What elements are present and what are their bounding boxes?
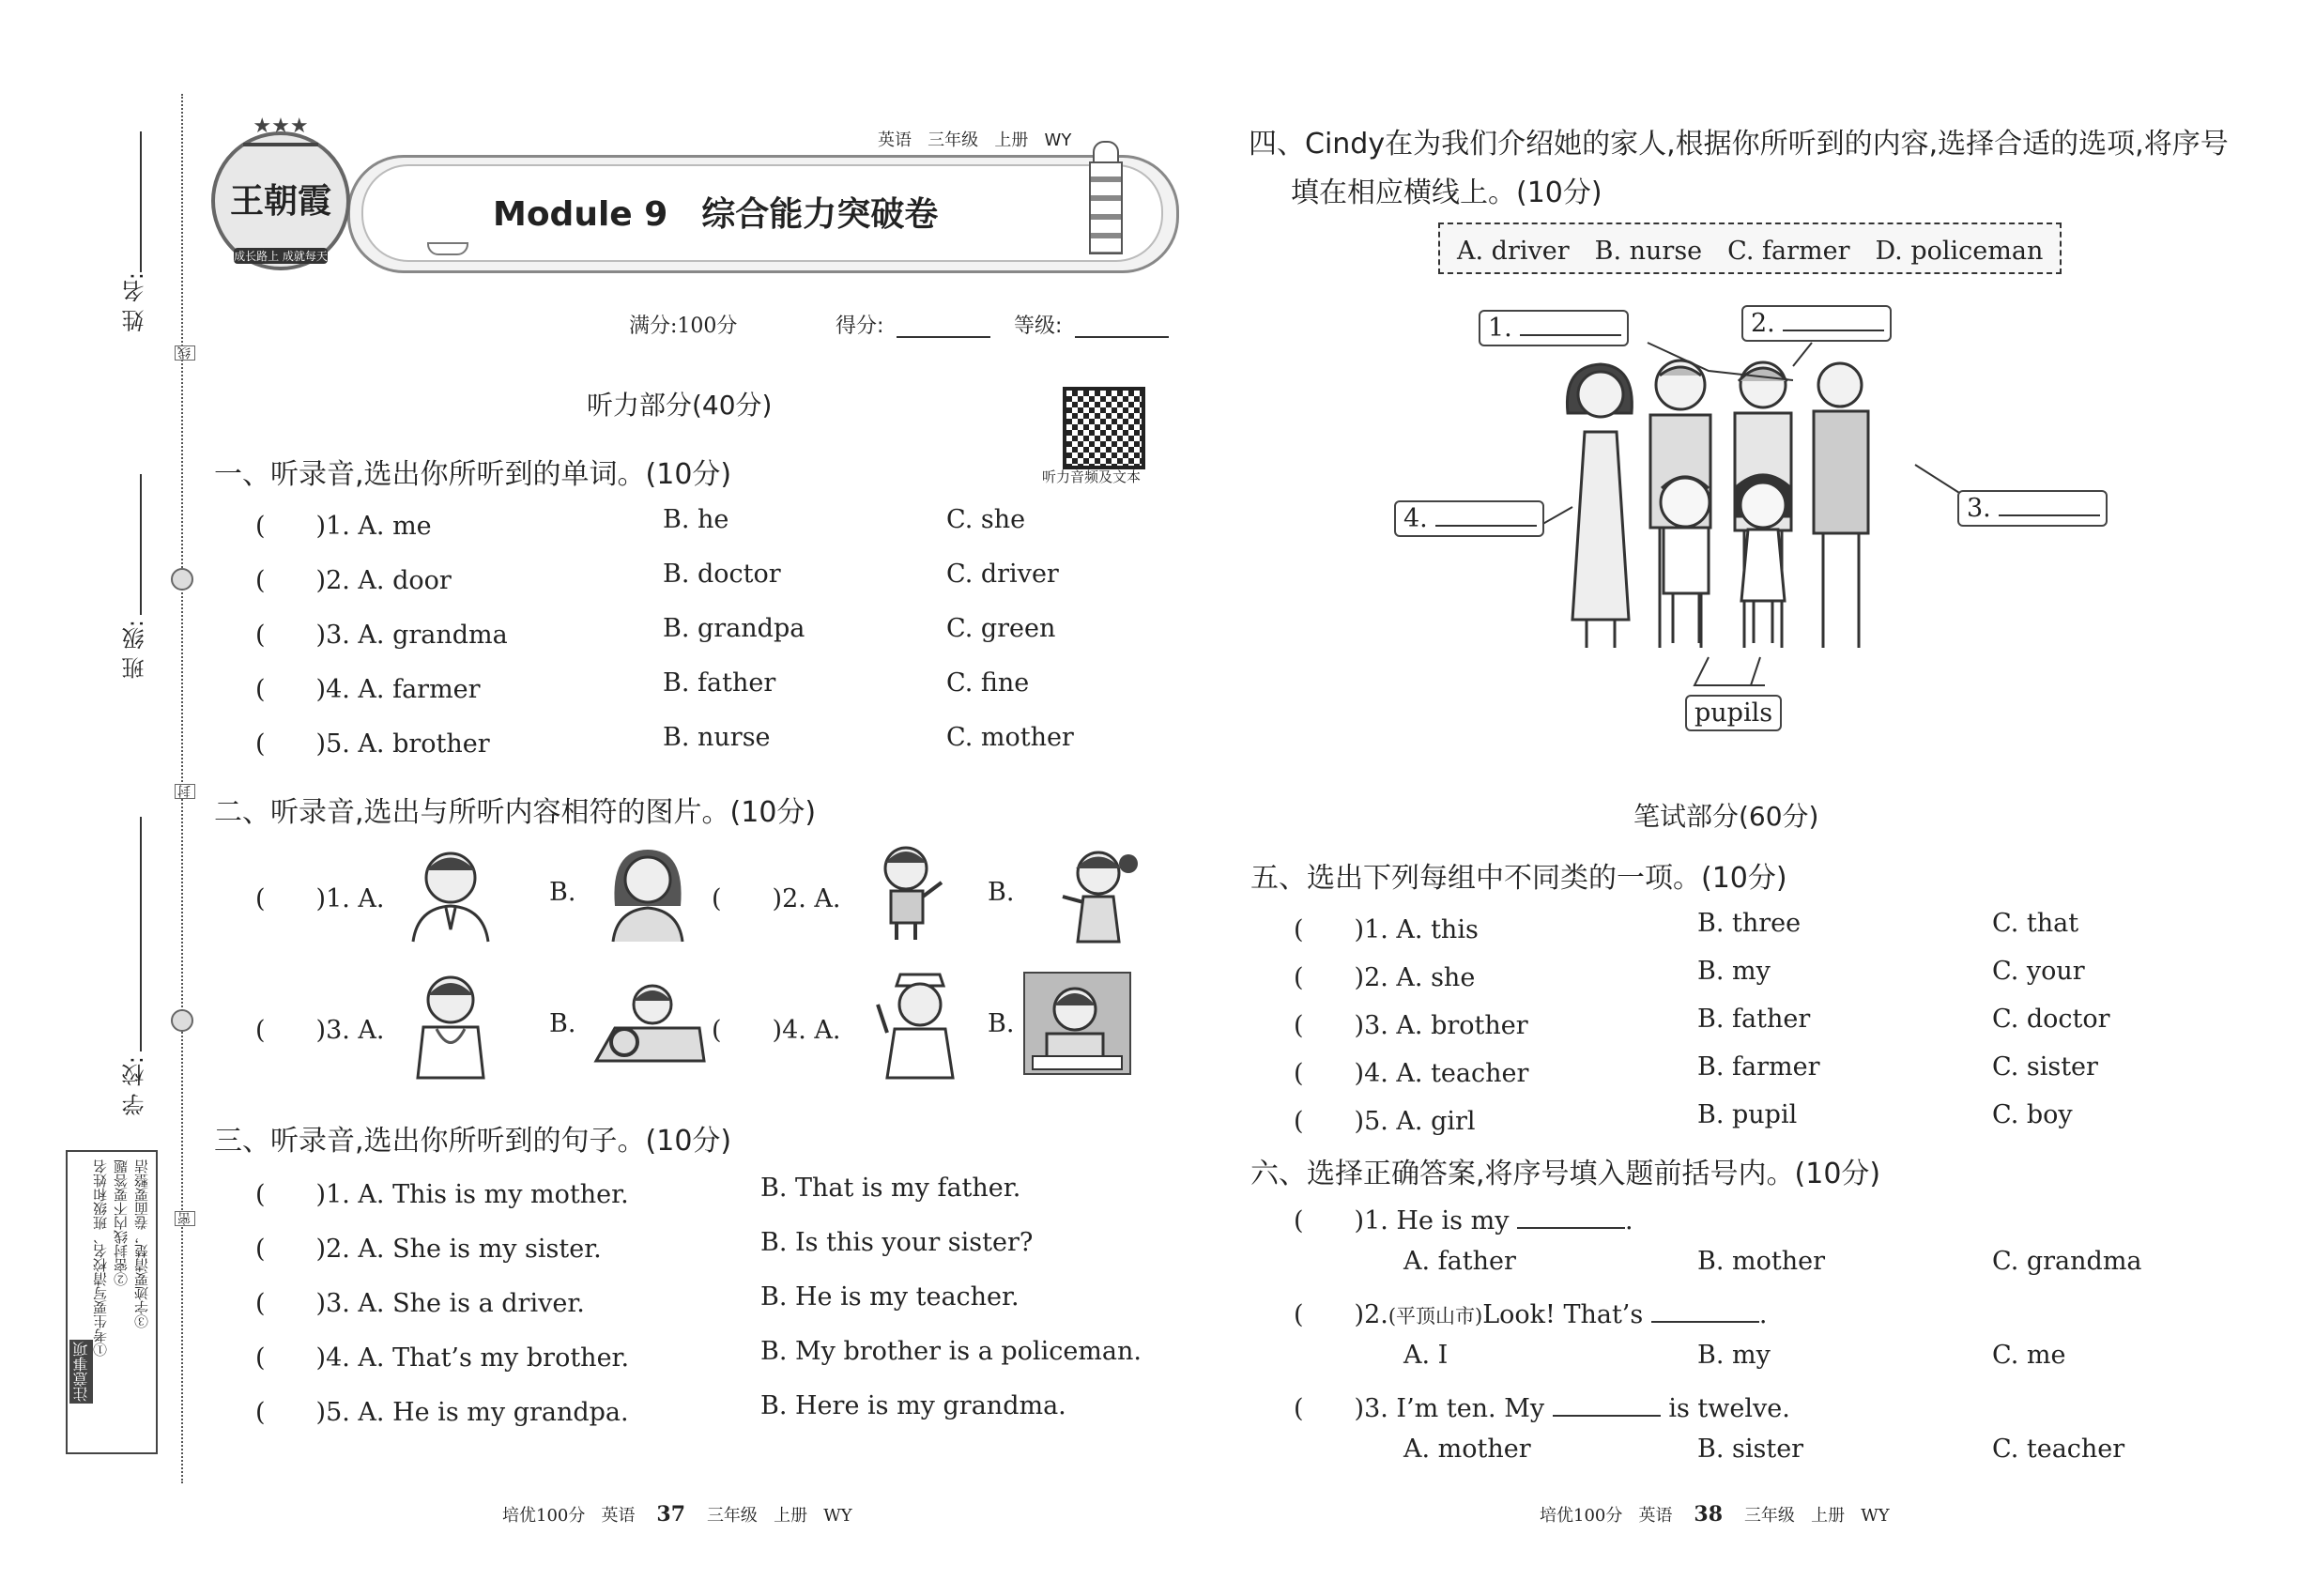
section6-title: 六、选择正确答案,将序号填入题前括号内。(10分): [1250, 1158, 1881, 1190]
score-blank[interactable]: [897, 336, 990, 338]
odd-one-option-c: C. sister: [1992, 1052, 2098, 1082]
school-line: [140, 817, 142, 1051]
header-tags: [878, 127, 1071, 151]
sentence-option-b: B. That is my father.: [760, 1174, 1021, 1203]
word-question[interactable]: ( )3. A. grandma: [255, 621, 508, 650]
s6-q1-opt-c: C. grandma: [1992, 1247, 2142, 1276]
girl-picture: [1051, 840, 1145, 944]
odd-one-question[interactable]: ( )5. A. girl: [1294, 1107, 1476, 1136]
grade-blank[interactable]: [1075, 336, 1169, 338]
odd-one-option-c: C. boy: [1992, 1100, 2073, 1129]
family-label-3[interactable]: [1957, 490, 2108, 527]
section4-title: 四、Cindy在为我们介绍她的家人,根据你所听到的内容,选择合适的选项,将序号: [1249, 128, 2229, 161]
driver-picture: [587, 976, 709, 1080]
label-3-number: 3.: [1967, 494, 1991, 523]
full-score: 满分:100分: [629, 315, 738, 338]
s2-q4-b: B.: [988, 1009, 1015, 1038]
notice-1: ①考生要写清校名、班级和姓名: [92, 1159, 109, 1357]
footer-right-edition: WY: [1861, 1506, 1890, 1526]
section5-title: 五、选出下列每组中不同类的一项。(10分): [1250, 862, 1787, 895]
doctor-picture: [399, 967, 502, 1080]
footer-left-edition: WY: [823, 1506, 852, 1526]
s6-q3-text: ( )3. I’m ten. My: [1294, 1394, 1545, 1423]
odd-one-question[interactable]: ( )1. A. this: [1294, 915, 1479, 944]
page-number-right: 38: [1694, 1502, 1724, 1527]
odd-one-option-b: B. father: [1697, 1005, 1811, 1034]
section1-title: 一、听录音,选出你所听到的单词。(10分): [214, 458, 732, 491]
word-option-c: C. driver: [946, 560, 1059, 589]
word-option-c: C. she: [946, 505, 1026, 534]
s2-q2[interactable]: ( )2. A.: [712, 884, 841, 913]
notice-2: ②密封线内不要答题: [113, 1159, 130, 1286]
boat-icon: [427, 242, 468, 255]
odd-one-question[interactable]: ( )2. A. she: [1294, 963, 1476, 992]
odd-one-option-c: C. your: [1992, 957, 2085, 986]
pupils-label: pupils: [1685, 695, 1782, 731]
logo-tagline-2: 成就每天: [282, 250, 328, 263]
footer-left-grade: 三年级: [706, 1506, 758, 1526]
logo-text: 王朝霞: [229, 181, 331, 221]
section2-title: 二、听录音,选出与所听内容相符的图片。(10分): [214, 796, 817, 829]
word-option-b: B. he: [663, 505, 729, 534]
class-line: [140, 474, 142, 615]
section4-title-2: 填在相应横线上。(10分): [1291, 176, 1602, 209]
section3-title: 三、听录音,选出你所听到的句子。(10分): [214, 1125, 732, 1158]
s2-q1[interactable]: ( )1. A.: [255, 884, 385, 913]
nurse-picture: [868, 967, 972, 1080]
sentence-question[interactable]: ( )5. A. He is my grandpa.: [255, 1398, 629, 1427]
sentence-question[interactable]: ( )1. A. This is my mother.: [255, 1180, 629, 1209]
s2-q1-b: B.: [549, 878, 576, 907]
footer-left-subject: 英语: [601, 1506, 636, 1526]
word-option-c: C. green: [946, 614, 1056, 643]
boy-picture: [868, 840, 953, 944]
label-2-blank[interactable]: [1783, 330, 1884, 331]
lighthouse-top: [1093, 141, 1119, 163]
sentence-question[interactable]: ( )4. A. That’s my brother.: [255, 1343, 630, 1373]
s6-q1-blank[interactable]: [1517, 1227, 1625, 1229]
logo-crown-icon: ★★★: [243, 115, 318, 146]
options-box: A. driver B. nurse C. farmer D. policeman: [1438, 223, 2062, 274]
notice-title: 注意事项: [69, 1340, 93, 1404]
odd-one-option-b: B. farmer: [1697, 1052, 1820, 1082]
word-question[interactable]: ( )5. A. brother: [255, 729, 490, 759]
name-line: [140, 131, 142, 272]
s6-q2-opt-b: B. my: [1697, 1341, 1771, 1370]
qr-caption: 听力音频及文本: [1042, 468, 1142, 485]
word-option-b: B. grandpa: [663, 614, 805, 643]
footer-right-brand: 培优100分: [1540, 1506, 1623, 1526]
teacher-picture: [1023, 972, 1131, 1075]
binding-strip: [56, 94, 192, 1502]
class-label: 班 级:: [122, 620, 148, 680]
logo-tagline: [234, 248, 328, 264]
tag-term: 上册: [994, 130, 1029, 150]
odd-one-option-c: C. doctor: [1992, 1005, 2110, 1034]
s2-q4[interactable]: ( )4. A.: [712, 1016, 841, 1045]
word-question[interactable]: ( )1. A. me: [255, 512, 432, 541]
word-question[interactable]: ( )4. A. farmer: [255, 675, 481, 704]
s6-q1[interactable]: [1294, 1200, 1633, 1236]
odd-one-question[interactable]: ( )4. A. teacher: [1294, 1059, 1529, 1088]
school-label: 学 校:: [122, 1056, 148, 1116]
s2-q3-b: B.: [549, 1009, 576, 1038]
odd-one-option-b: B. my: [1697, 957, 1771, 986]
writing-title: 笔试部分(60分): [1633, 801, 1819, 832]
tag-subject: 英语: [878, 130, 912, 150]
s6-q3-blank[interactable]: [1553, 1415, 1661, 1417]
s6-q1-opt-b: B. mother: [1697, 1247, 1825, 1276]
family-label-4[interactable]: [1394, 500, 1544, 537]
s2-q2-b: B.: [988, 878, 1015, 907]
s6-q3-opt-c: C. teacher: [1992, 1435, 2125, 1464]
s6-q2-opt-c: C. me: [1992, 1341, 2066, 1370]
man-picture: [399, 840, 502, 944]
label-4-blank[interactable]: [1435, 525, 1537, 527]
logo-tagline-1: 成长路上: [234, 250, 280, 263]
footer-right-subject: 英语: [1638, 1506, 1673, 1526]
family-label-1[interactable]: [1479, 310, 1629, 346]
sentence-question[interactable]: ( )3. A. She is a driver.: [255, 1289, 585, 1318]
s6-q2-text: ( )2.: [1294, 1300, 1388, 1329]
s6-q2-end: .: [1758, 1300, 1768, 1329]
tag-grade: 三年级: [928, 130, 979, 150]
s6-q3-end: is twelve.: [1668, 1394, 1790, 1423]
s2-q3[interactable]: ( )3. A.: [255, 1016, 385, 1045]
s6-q2[interactable]: [1294, 1294, 1767, 1330]
s6-q1-end: .: [1625, 1206, 1633, 1235]
odd-one-option-b: B. three: [1697, 909, 1802, 938]
logo-badge: [211, 115, 350, 270]
lighthouse-icon: [1087, 141, 1121, 253]
word-option-b: B. father: [663, 668, 776, 698]
footer-left-term: 上册: [774, 1506, 808, 1526]
s6-q3[interactable]: [1294, 1388, 1790, 1424]
label-4-number: 4.: [1403, 504, 1428, 533]
footer-right-grade: 三年级: [1743, 1506, 1795, 1526]
lighthouse-body: [1089, 161, 1123, 254]
footer-left: [502, 1502, 852, 1527]
word-option-c: C. fine: [946, 668, 1030, 698]
notice-3: ③字迹要清楚，卷面要整洁: [133, 1159, 150, 1328]
cut-mark-2: 封: [175, 784, 195, 799]
label-1-blank[interactable]: [1520, 334, 1621, 336]
word-option-b: B. doctor: [663, 560, 781, 589]
cut-mark-3: 密: [175, 1211, 195, 1226]
word-question[interactable]: ( )2. A. door: [255, 566, 452, 595]
s6-q3-opt-b: B. sister: [1697, 1435, 1804, 1464]
sentence-option-b: B. He is my teacher.: [760, 1282, 1020, 1312]
s6-q1-text: ( )1. He is my: [1294, 1206, 1510, 1235]
sentence-option-b: B. Here is my grandma.: [760, 1391, 1066, 1420]
listening-title: 听力部分(40分): [587, 390, 773, 421]
word-option-c: C. mother: [946, 723, 1074, 752]
score-label: 得分:: [836, 315, 884, 338]
qr-code-icon: [1063, 387, 1145, 469]
page-title: Module 9 综合能力突破卷: [493, 195, 939, 234]
notice-box: [66, 1150, 158, 1454]
label-1-number: 1.: [1488, 314, 1512, 343]
s6-q1-opt-a: A. father: [1403, 1247, 1516, 1276]
label-3-blank[interactable]: [1999, 514, 2100, 516]
cut-mark-1: 线: [175, 345, 195, 361]
odd-one-question[interactable]: ( )3. A. brother: [1294, 1011, 1528, 1040]
s6-q2-sentence: Look! That’s: [1482, 1300, 1644, 1329]
odd-one-option-b: B. pupil: [1697, 1100, 1798, 1129]
footer-left-brand: 培优100分: [502, 1506, 586, 1526]
sentence-question[interactable]: ( )2. A. She is my sister.: [255, 1235, 602, 1264]
s6-q2-source: (平顶山市): [1388, 1305, 1483, 1327]
tag-edition: WY: [1044, 130, 1072, 150]
grade-label: 等级:: [1014, 315, 1063, 338]
label-2-number: 2.: [1751, 309, 1775, 338]
s6-q3-opt-a: A. mother: [1403, 1435, 1531, 1464]
sentence-option-b: B. Is this your sister?: [760, 1228, 1034, 1257]
s6-q2-opt-a: A. I: [1403, 1341, 1449, 1370]
footer-right-term: 上册: [1811, 1506, 1846, 1526]
footer-right: [1540, 1502, 1890, 1527]
page-number-left: 37: [656, 1502, 686, 1527]
word-option-b: B. nurse: [663, 723, 771, 752]
sentence-option-b: B. My brother is a policeman.: [760, 1337, 1142, 1366]
hole-icon: [171, 1009, 193, 1032]
woman-picture: [596, 840, 699, 944]
hole-icon: [171, 568, 193, 591]
family-label-2[interactable]: [1741, 305, 1892, 342]
name-label: 姓 名:: [122, 272, 148, 332]
s6-q2-blank[interactable]: [1651, 1321, 1759, 1323]
odd-one-option-c: C. that: [1992, 909, 2079, 938]
